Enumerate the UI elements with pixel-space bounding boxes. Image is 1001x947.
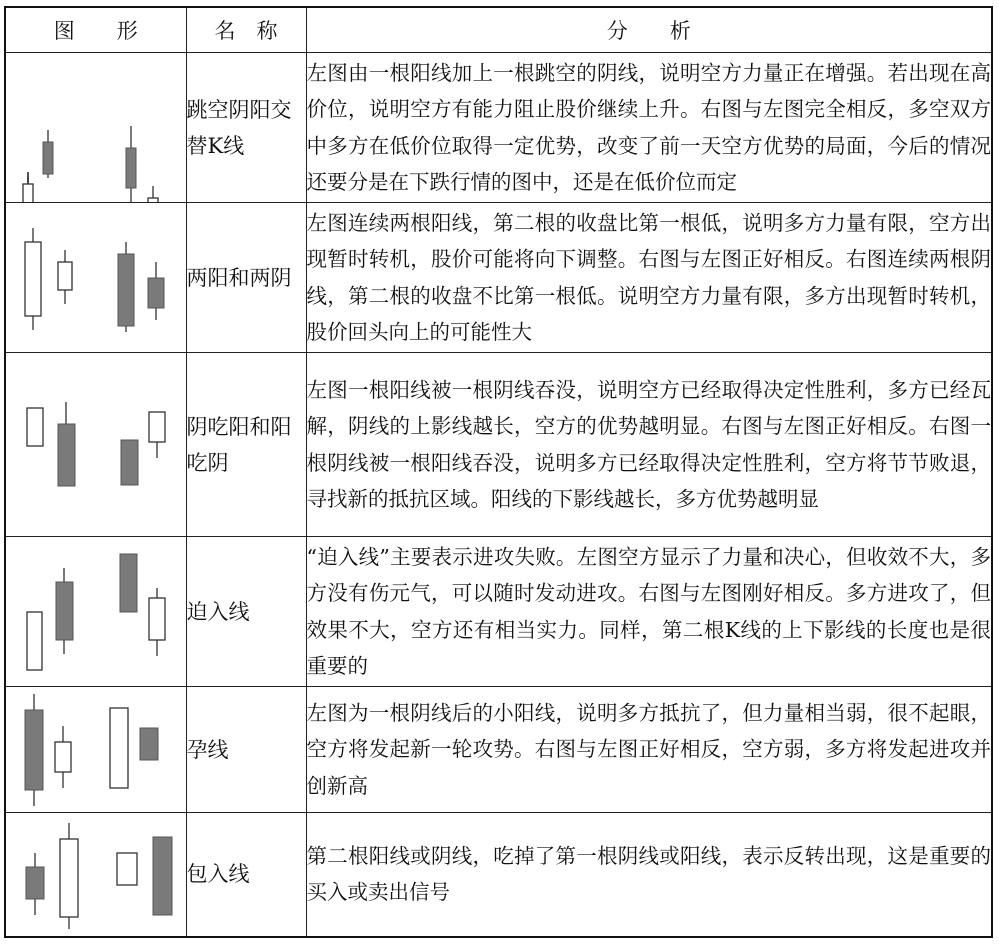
pattern-description: 左图为一根阴线后的小阳线，说明多方抵抗了，但力量相当弱，很不起眼，空方将发起新一轮攻势。右图与左图正好相反，空方弱，多方将发起进攻并创新高 [306, 687, 992, 813]
pattern-description: 左图由一根阳线加上一根跳空的阴线，说明空方力量正在增强。若出现在高价位，说明空方有能力阻止股价继续上升。右图与左图完全相反，多空双方中多方在低价位取得一定优势，改变了前一天空方优势的局面，今后的情况还要分是在下跌行情的图中，还是在低价位而定 [306, 53, 992, 203]
table-row [5, 353, 992, 537]
pattern-name: 跳空阴阳交替K线 [186, 53, 306, 203]
engulfing-line-diagram [6, 813, 186, 935]
pattern-description: 第二根阳线或阴线，吃掉了第一根阴线或阳线，表示反转出现，这是重要的买入或卖出信号 [306, 813, 992, 937]
table-row [5, 813, 992, 937]
pattern-figure [5, 353, 186, 537]
gap-alternating-candles-diagram [6, 54, 186, 202]
header-row [5, 7, 992, 53]
pattern-name: 迫入线 [186, 537, 306, 687]
harami-diagram [6, 688, 186, 812]
pattern-name: 阴吃阳和阳吃阴 [186, 353, 306, 537]
table-row [5, 53, 992, 203]
thrusting-line-diagram [6, 538, 186, 686]
header-analysis: 分 析 [306, 7, 992, 53]
engulfing-yin-yang-diagram [6, 354, 186, 536]
header-figure: 图 形 [5, 7, 186, 53]
pattern-description: 左图一根阳线被一根阴线吞没，说明空方已经取得决定性胜利，多方已经瓦解，阴线的上影线越长，空方的优势越明显。右图与左图正好相反。右图一根阴线被一根阳线吞没，说明多方已经取得决定性胜利，空方将节节败退，寻找新的抵抗区域。阳线的下影线越长，多方优势越明显 [306, 353, 992, 537]
two-yang-two-yin-diagram [6, 204, 186, 352]
header-name: 名 称 [186, 7, 306, 53]
pattern-name: 包入线 [186, 813, 306, 937]
pattern-description: 左图连续两根阳线，第二根的收盘比第一根低，说明多方力量有限，空方出现暂时转机，股价可能将向下调整。右图与左图正好相反。右图连续两根阴线，第二根的收盘不比第一根低。说明空方力量有限，多方出现暂时转机，股价回头向上的可能性大 [306, 203, 992, 353]
pattern-figure [5, 687, 186, 813]
table-row [5, 687, 992, 813]
pattern-description: “迫入线”主要表示进攻失败。左图空方显示了力量和决心，但收效不大，多方没有伤元气，可以随时发动进攻。右图与左图刚好相反。多方进攻了，但效果不大，空方还有相当实力。同样，第二根K线的上下影线的长度也是很重要的 [306, 537, 992, 687]
pattern-name: 两阳和两阴 [186, 203, 306, 353]
table-row [5, 537, 992, 687]
pattern-figure [5, 537, 186, 687]
pattern-figure [5, 203, 186, 353]
candlestick-pattern-table [4, 6, 993, 938]
table-row [5, 203, 992, 353]
pattern-name: 孕线 [186, 687, 306, 813]
pattern-figure [5, 53, 186, 203]
pattern-figure [5, 813, 186, 937]
